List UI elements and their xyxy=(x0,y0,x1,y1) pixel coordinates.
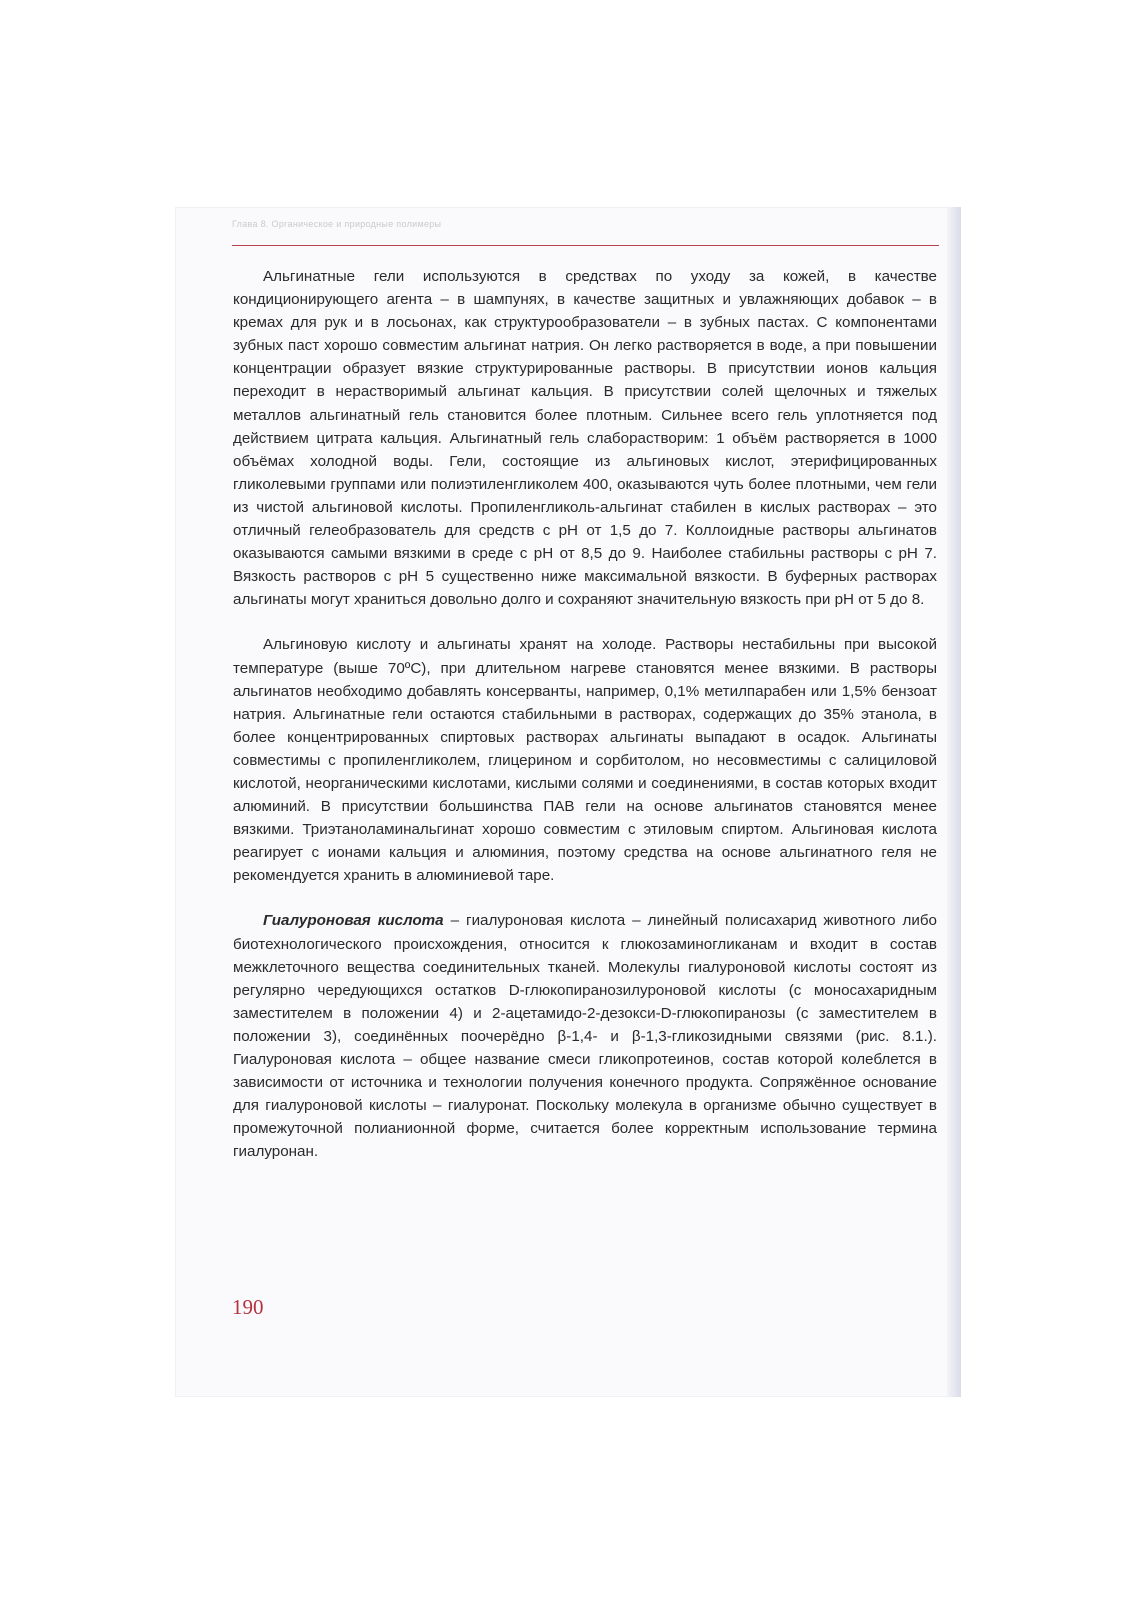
paragraph-alginate-storage: Альгиновую кислоту и альгинаты хранят на холоде. Растворы нестабильны при высокой температуре (выше 70ºС), при длительном нагреве становятся менее вязкими. В растворы альгинатов необходимо добавлять консерванты, например, 0,1% метилпарабен или 1,5% бензоат натрия. Альгинатные гели остаются стабильными в растворах, содержащих до 35% этанола, в более концентрированных спиртовых растворах альгинаты выпадают в осадок. Альгинаты совместимы с пропиленгликолем, глицерином и сорбитолом, но несовместимы с салициловой кислотой, неорганическими кислотами, кислыми солями и соединениями, в состав которых входит алюминий. В присутствии большинства ПАВ гели на основе альгинатов становятся менее вязкими. Триэтаноламинальгинат хорошо совместим с этиловым спиртом. Альгиновая кислота реагирует с ионами кальция и алюминия, поэтому средства на основе альгинатного геля не рекомендуется хранить в алюминиевой таре. xyxy=(233,636,937,885)
book-page xyxy=(175,207,961,1397)
page-number: 190 xyxy=(232,1295,264,1319)
paragraph-alginate-uses: Альгинатные гели используются в средствах по уходу за кожей, в качестве кондиционирующего агента – в шампунях, в качестве защитных и увлажняющих добавок – в кремах для рук и в лосьонах, как структурообразователи – в зубных пастах. С компонентами зубных паст хорошо совместим альгинат натрия. Он легко растворяется в воде, а при повышении концентрации образует вязкие структурированные растворы. В присутствии ионов кальция переходит в нерастворимый альгинат кальция. В присутствии солей щелочных и тяжелых металлов альгинатный гель становится более плотным. Сильнее всего гель уплотняется под действием цитрата кальция. Альгинатный гель слаборастворим: 1 объём растворяется в 1000 объёмах холодной воды. Гели, состоящие из альгиновых кислот, этерифицированных гликолевыми группами или полиэтиленгликолем 400, оказываются чуть более плотными, чем гели из чистой альгиновой кислоты. Пропиленгликоль-альгинат стабилен в кислых растворах – это отличный гелеобразователь для средств с pH от 1,5 до 7. Коллоидные растворы альгинатов оказываются самыми вязкими в среде с pH от 8,5 до 9. Наиболее стабильны растворы с pH 7. Вязкость растворов с pH 5 существенно ниже максимальной вязкости. В буферных растворах альгинаты могут храниться довольно долго и сохраняют значительную вязкость при pH от 5 до 8. xyxy=(233,268,937,609)
paragraph-hyaluronic-acid xyxy=(233,909,937,1163)
paragraph-hyaluronic-acid-text: – гиалуроновая кислота – линейный полисахарид животного либо биотехнологического происхождения, относится к глюкозаминогликанам и входит в состав межклеточного вещества соединительных тканей. Молекулы гиалуроновой кислоты состоят из регулярно чередующихся остатков D-глюкопиранозилуроновой кислоты (с моносахаридным заместителем в положении 4) и 2-ацетамидо-2-дезокси-D-глюкопиранозы (с заместителем в положении 3), соединённых поочерёдно β-1,4- и β-1,3-гликозидными связями (рис. 8.1.). Гиалуроновая кислота – общее название смеси гликопротеинов, состав которой колеблется в зависимости от источника и технологии получения конечного продукта. Сопряжённое основание для гиалуроновой кислоты – гиалуронат. Поскольку молекула в организме обычно существует в промежуточной полианионной форме, считается более корректным использование термина гиалуронан. xyxy=(233,912,937,1161)
running-header: Глава 8. Органическое и природные полимеры xyxy=(232,219,442,229)
term-hyaluronic-acid: Гиалуроновая кислота xyxy=(263,912,444,930)
page-edge-shadow xyxy=(947,207,961,1397)
header-rule xyxy=(232,245,939,246)
main-text xyxy=(233,265,937,1163)
